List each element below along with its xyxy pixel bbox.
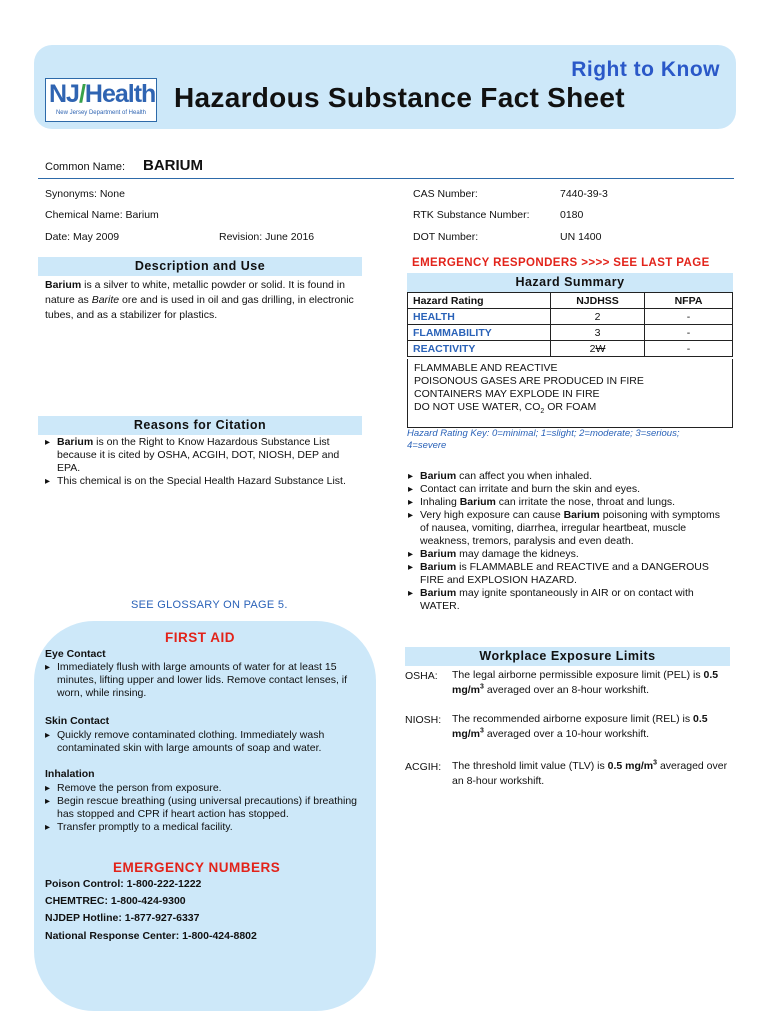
hazard-table bbox=[407, 292, 733, 357]
njdhss-value: 3 bbox=[551, 325, 645, 341]
date: Date: May 2009 bbox=[45, 231, 120, 243]
table-row bbox=[408, 341, 733, 357]
header-divider bbox=[38, 178, 734, 179]
skin-contact-heading: Skin Contact bbox=[45, 715, 110, 727]
right-to-know-title: Right to Know bbox=[571, 58, 720, 81]
table-row bbox=[408, 325, 733, 341]
list-item: ▸ Very high exposure can cause Barium poisoning with symptoms of nausea, vomiting, diarrhea, irregular heartbeat, muscle weakness, tremors, paralysis and even death. bbox=[408, 509, 728, 548]
list-item: ▸ Inhaling Barium can irritate the nose, throat and lungs. bbox=[408, 496, 728, 509]
acgih-label: ACGIH: bbox=[405, 761, 442, 773]
osha-limit: The legal airborne permissible exposure limit (PEL) is 0.5 $mg/m^3$ averaged over an 8-hour workshift. bbox=[452, 669, 719, 696]
rtk-number-value: 0180 bbox=[560, 209, 584, 221]
skin-contact-list bbox=[45, 729, 367, 755]
revision: Revision: June 2016 bbox=[219, 231, 315, 243]
nfpa-value: - bbox=[645, 309, 733, 325]
chemtrec-number: CHEMTREC: 1-800-424-9300 bbox=[45, 895, 186, 907]
nfpa-value: - bbox=[645, 341, 733, 357]
logo-subtitle: New Jersey Department of Health bbox=[55, 110, 147, 116]
synonyms: Synonyms: None bbox=[45, 188, 125, 200]
eye-contact-list bbox=[45, 661, 367, 700]
description-heading: Description and Use bbox=[38, 257, 362, 276]
cas-number-value: 7440-39-3 bbox=[560, 188, 608, 200]
citation-heading: Reasons for Citation bbox=[38, 416, 362, 435]
glossary-link[interactable]: SEE GLOSSARY ON PAGE 5. bbox=[131, 599, 288, 611]
cas-number-label: CAS Number: bbox=[413, 188, 478, 200]
exposure-limits-heading: Workplace Exposure Limits bbox=[405, 647, 730, 666]
hazard-rating-key: Hazard Rating Key: 0=minimal; 1=slight; 2=moderate; 3=serious; 4=severe bbox=[407, 428, 680, 451]
list-item: ▸ Barium may ignite spontaneously in AIR or on contact with WATER. bbox=[408, 587, 728, 613]
niosh-label: NIOSH: bbox=[405, 714, 442, 726]
nfpa-value: - bbox=[645, 325, 733, 341]
dot-number-label: DOT Number: bbox=[413, 231, 479, 243]
table-header-row bbox=[408, 293, 733, 309]
njdhss-value: 2 bbox=[551, 309, 645, 325]
rtk-number-label: RTK Substance Number: bbox=[413, 209, 530, 221]
niosh-limit: The recommended airborne exposure limit (REL) is 0.5 $mg/m^3$ averaged over a 10-hour workshift. bbox=[452, 713, 708, 740]
common-name-value: BARIUM bbox=[143, 157, 203, 174]
list-item: ▸ Barium can affect you when inhaled. bbox=[408, 470, 728, 483]
list-item: ▸ Immediately flush with large amounts of water for at least 15 minutes, lifting upper and lower lids. Remove contact lenses, if worn, while rinsing. bbox=[45, 661, 367, 700]
nj-health-logo bbox=[45, 78, 157, 122]
table-row bbox=[408, 309, 733, 325]
hazard-notes: FLAMMABLE AND REACTIVE POISONOUS GASES ARE PRODUCED IN FIRE CONTAINERS MAY EXPLODE IN FIRE DO NOT USE WATER, $CO_2$ OR FOAM bbox=[407, 359, 733, 428]
njdhss-value: 2W bbox=[551, 341, 645, 357]
citation-list bbox=[45, 436, 363, 488]
health-effects-list bbox=[408, 470, 728, 613]
emergency-numbers-heading: EMERGENCY NUMBERS bbox=[113, 860, 281, 875]
list-item: ▸ Barium is on the Right to Know Hazardous Substance List because it is cited by OSHA, ACGIH, DOT, NIOSH, DEP and EPA. bbox=[45, 436, 363, 475]
list-item: ▸ Contact can irritate and burn the skin and eyes. bbox=[408, 483, 728, 496]
first-aid-heading: FIRST AID bbox=[165, 630, 235, 645]
hazard-summary-heading: Hazard Summary bbox=[407, 273, 733, 292]
emergency-responders-notice: EMERGENCY RESPONDERS >>>> SEE LAST PAGE bbox=[412, 257, 710, 269]
list-item: ▸ Barium may damage the kidneys. bbox=[408, 548, 728, 561]
column-header: NFPA bbox=[645, 293, 733, 309]
page-title: Hazardous Substance Fact Sheet bbox=[174, 82, 625, 113]
logo-wordmark: NJ/Health bbox=[49, 80, 156, 108]
njdep-hotline-number: NJDEP Hotline: 1-877-927-6337 bbox=[45, 912, 200, 924]
hazard-rating-label: REACTIVITY bbox=[408, 341, 551, 357]
hazard-rating-label: HEALTH bbox=[408, 309, 551, 325]
common-name-label: Common Name: bbox=[45, 161, 126, 173]
national-response-center-number: National Response Center: 1-800-424-8802 bbox=[45, 930, 257, 942]
list-item: ▸ Barium is FLAMMABLE and REACTIVE and a DANGEROUS FIRE and EXPLOSION HAZARD. bbox=[408, 561, 728, 587]
dot-number-value: UN 1400 bbox=[560, 231, 602, 243]
description-text: Barium is a silver to white, metallic powder or solid. It is found in nature as Barite ore and is used in oil and gas drilling, in electronic tubes, and as a stabilizer for plastics. bbox=[45, 279, 354, 321]
list-item: ▸ Remove the person from exposure. bbox=[45, 782, 367, 795]
list-item: ▸ Transfer promptly to a medical facility. bbox=[45, 821, 367, 834]
chemical-name: Chemical Name: Barium bbox=[45, 209, 159, 221]
acgih-limit: The threshold limit value (TLV) is 0.5 $mg/m^3$ averaged over an 8-hour workshift. bbox=[452, 759, 728, 787]
list-item: ▸ This chemical is on the Special Health Hazard Substance List. bbox=[45, 475, 363, 488]
list-item: ▸ Quickly remove contaminated clothing. Immediately wash contaminated skin with large amounts of soap and water. bbox=[45, 729, 367, 755]
list-item: ▸ Begin rescue breathing (using universal precautions) if breathing has stopped and CPR if heart action has stopped. bbox=[45, 795, 367, 821]
column-header: NJDHSS bbox=[551, 293, 645, 309]
poison-control-number: Poison Control: 1-800-222-1222 bbox=[45, 878, 202, 890]
water-reactive-mark: W bbox=[595, 342, 606, 355]
column-header: Hazard Rating bbox=[408, 293, 551, 309]
hazard-rating-label: FLAMMABILITY bbox=[408, 325, 551, 341]
inhalation-list bbox=[45, 782, 367, 834]
inhalation-heading: Inhalation bbox=[45, 768, 95, 780]
eye-contact-heading: Eye Contact bbox=[45, 648, 106, 660]
osha-label: OSHA: bbox=[405, 670, 438, 682]
